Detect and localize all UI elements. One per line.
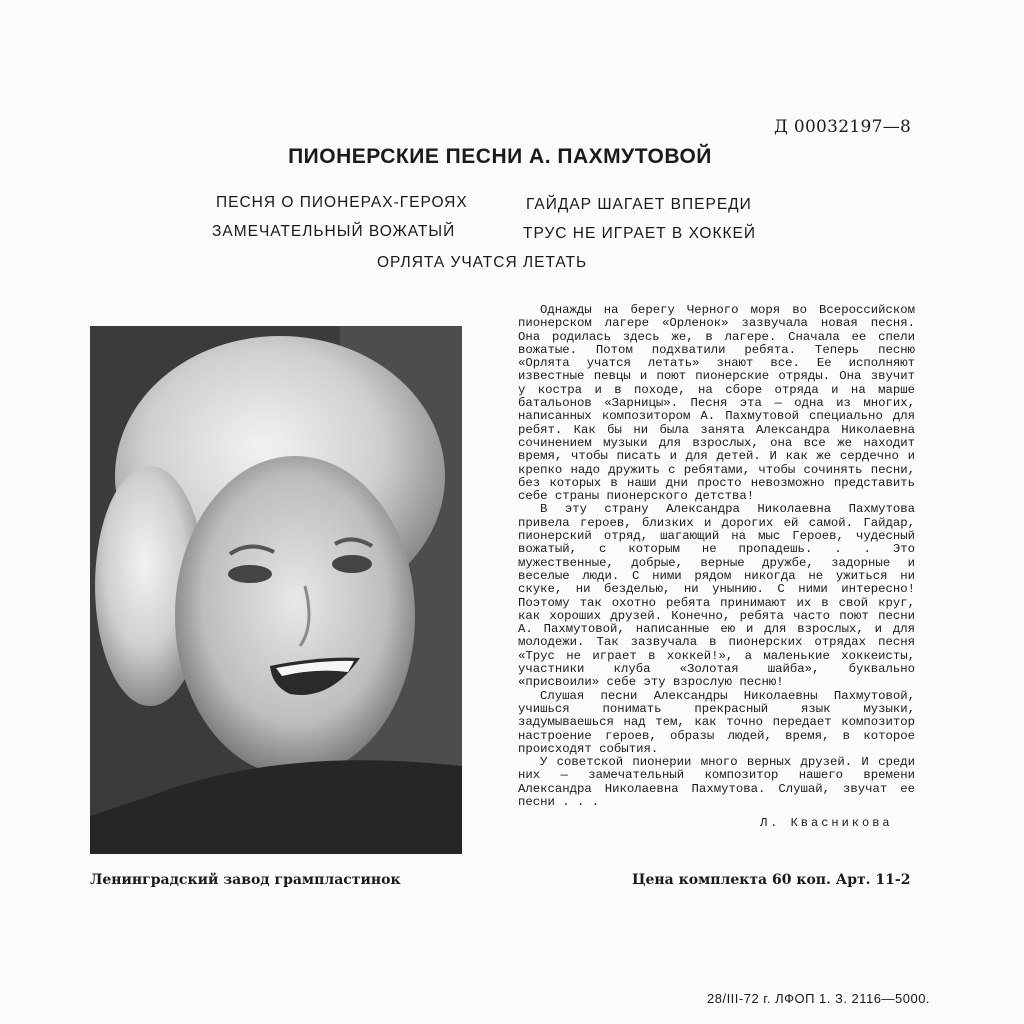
- song-title: ПЕСНЯ О ПИОНЕРАХ-ГЕРОЯХ: [216, 194, 468, 211]
- catalog-number: Д 00032197—8: [774, 117, 912, 137]
- article-text: [518, 304, 915, 809]
- song-title: ОРЛЯТА УЧАТСЯ ЛЕТАТЬ: [377, 254, 588, 271]
- page-title: ПИОНЕРСКИЕ ПЕСНИ А. ПАХМУТОВОЙ: [288, 145, 712, 168]
- composer-portrait-photo: [90, 326, 462, 854]
- print-info: 28/III-72 г. ЛФОП 1. З. 2116—5000.: [707, 991, 931, 1006]
- song-title: ТРУС НЕ ИГРАЕТ В ХОККЕЙ: [523, 225, 756, 242]
- article-paragraph: В эту страну Александра Николаевна Пахмутова привела героев, близких и дорогих ей самой. Гайдар, пионерский отряд, шагающий на мыс Героев, чудесный вожатый, с которым не пропадешь. . . Это мужественные, добрые, верные дружбе, задорные и веселые люди. С ними рядом никогда не ужиться ни скуке, ни безделью, ни унынию. С ними интересно! Поэтому так охотно ребята принимают их в свой круг, как хороших друзей. Конечно, ребята часто поют песни А. Пахмутовой, написанные ею и для взрослых, и для молодежи. Так зазвучала в пионерских отрядах песня «Трус не играет в хоккей!», а маленькие хоккеисты, участники клуба «Золотая шайба», буквально «присвоили» себе эту взрослую песню!: [518, 502, 915, 690]
- song-title: ГАЙДАР ШАГАЕТ ВПЕРЕДИ: [526, 196, 752, 213]
- article-paragraph: Слушая песни Александры Николаевны Пахмутовой, учишься понимать прекрасный язык музыки, задумываешься над тем, как точно передает композитор настроение героев, образы людей, время, в которое происходят события.: [518, 688, 915, 756]
- article-paragraph: У советской пионерии много верных друзей. И среди них — замечательный композитор нашего времени Александра Николаевна Пахмутова. Слушай, звучат ее песни . . .: [518, 755, 915, 809]
- publisher: Ленинградский завод грампластинок: [90, 872, 401, 888]
- song-title: ЗАМЕЧАТЕЛЬНЫЙ ВОЖАТЫЙ: [212, 223, 456, 240]
- price-info: Цена комплекта 60 коп. Арт. 11-2: [632, 872, 911, 888]
- article-author: Л. Квасникова: [760, 816, 893, 830]
- article-paragraph: Однажды на берегу Черного моря во Всероссийском пионерском лагере «Орленок» зазвучала новая песня. Она родилась здесь же, в лагере. Сначала ее спели вожатые. Потом подхватили ребята. Теперь песню «Орлята учатся летать» знают все. Ее исполняют известные певцы и поют пионерские отряды. Она звучит у костра и в походе, на сборе отряда и на марше батальонов «Зарницы». Песня эта — одна из многих, написанных композитором А. Пахмутовой специально для ребят. Как бы ни была занята Александра Николаевна сочинением музыки для взрослых, она все же находит время, чтобы писать и для детей. И как же сердечно и крепко надо дружить с ребятами, чтобы сочинять песни, без которых в наши дни просто невозможно представить себе страны пионерского детства!: [518, 303, 915, 504]
